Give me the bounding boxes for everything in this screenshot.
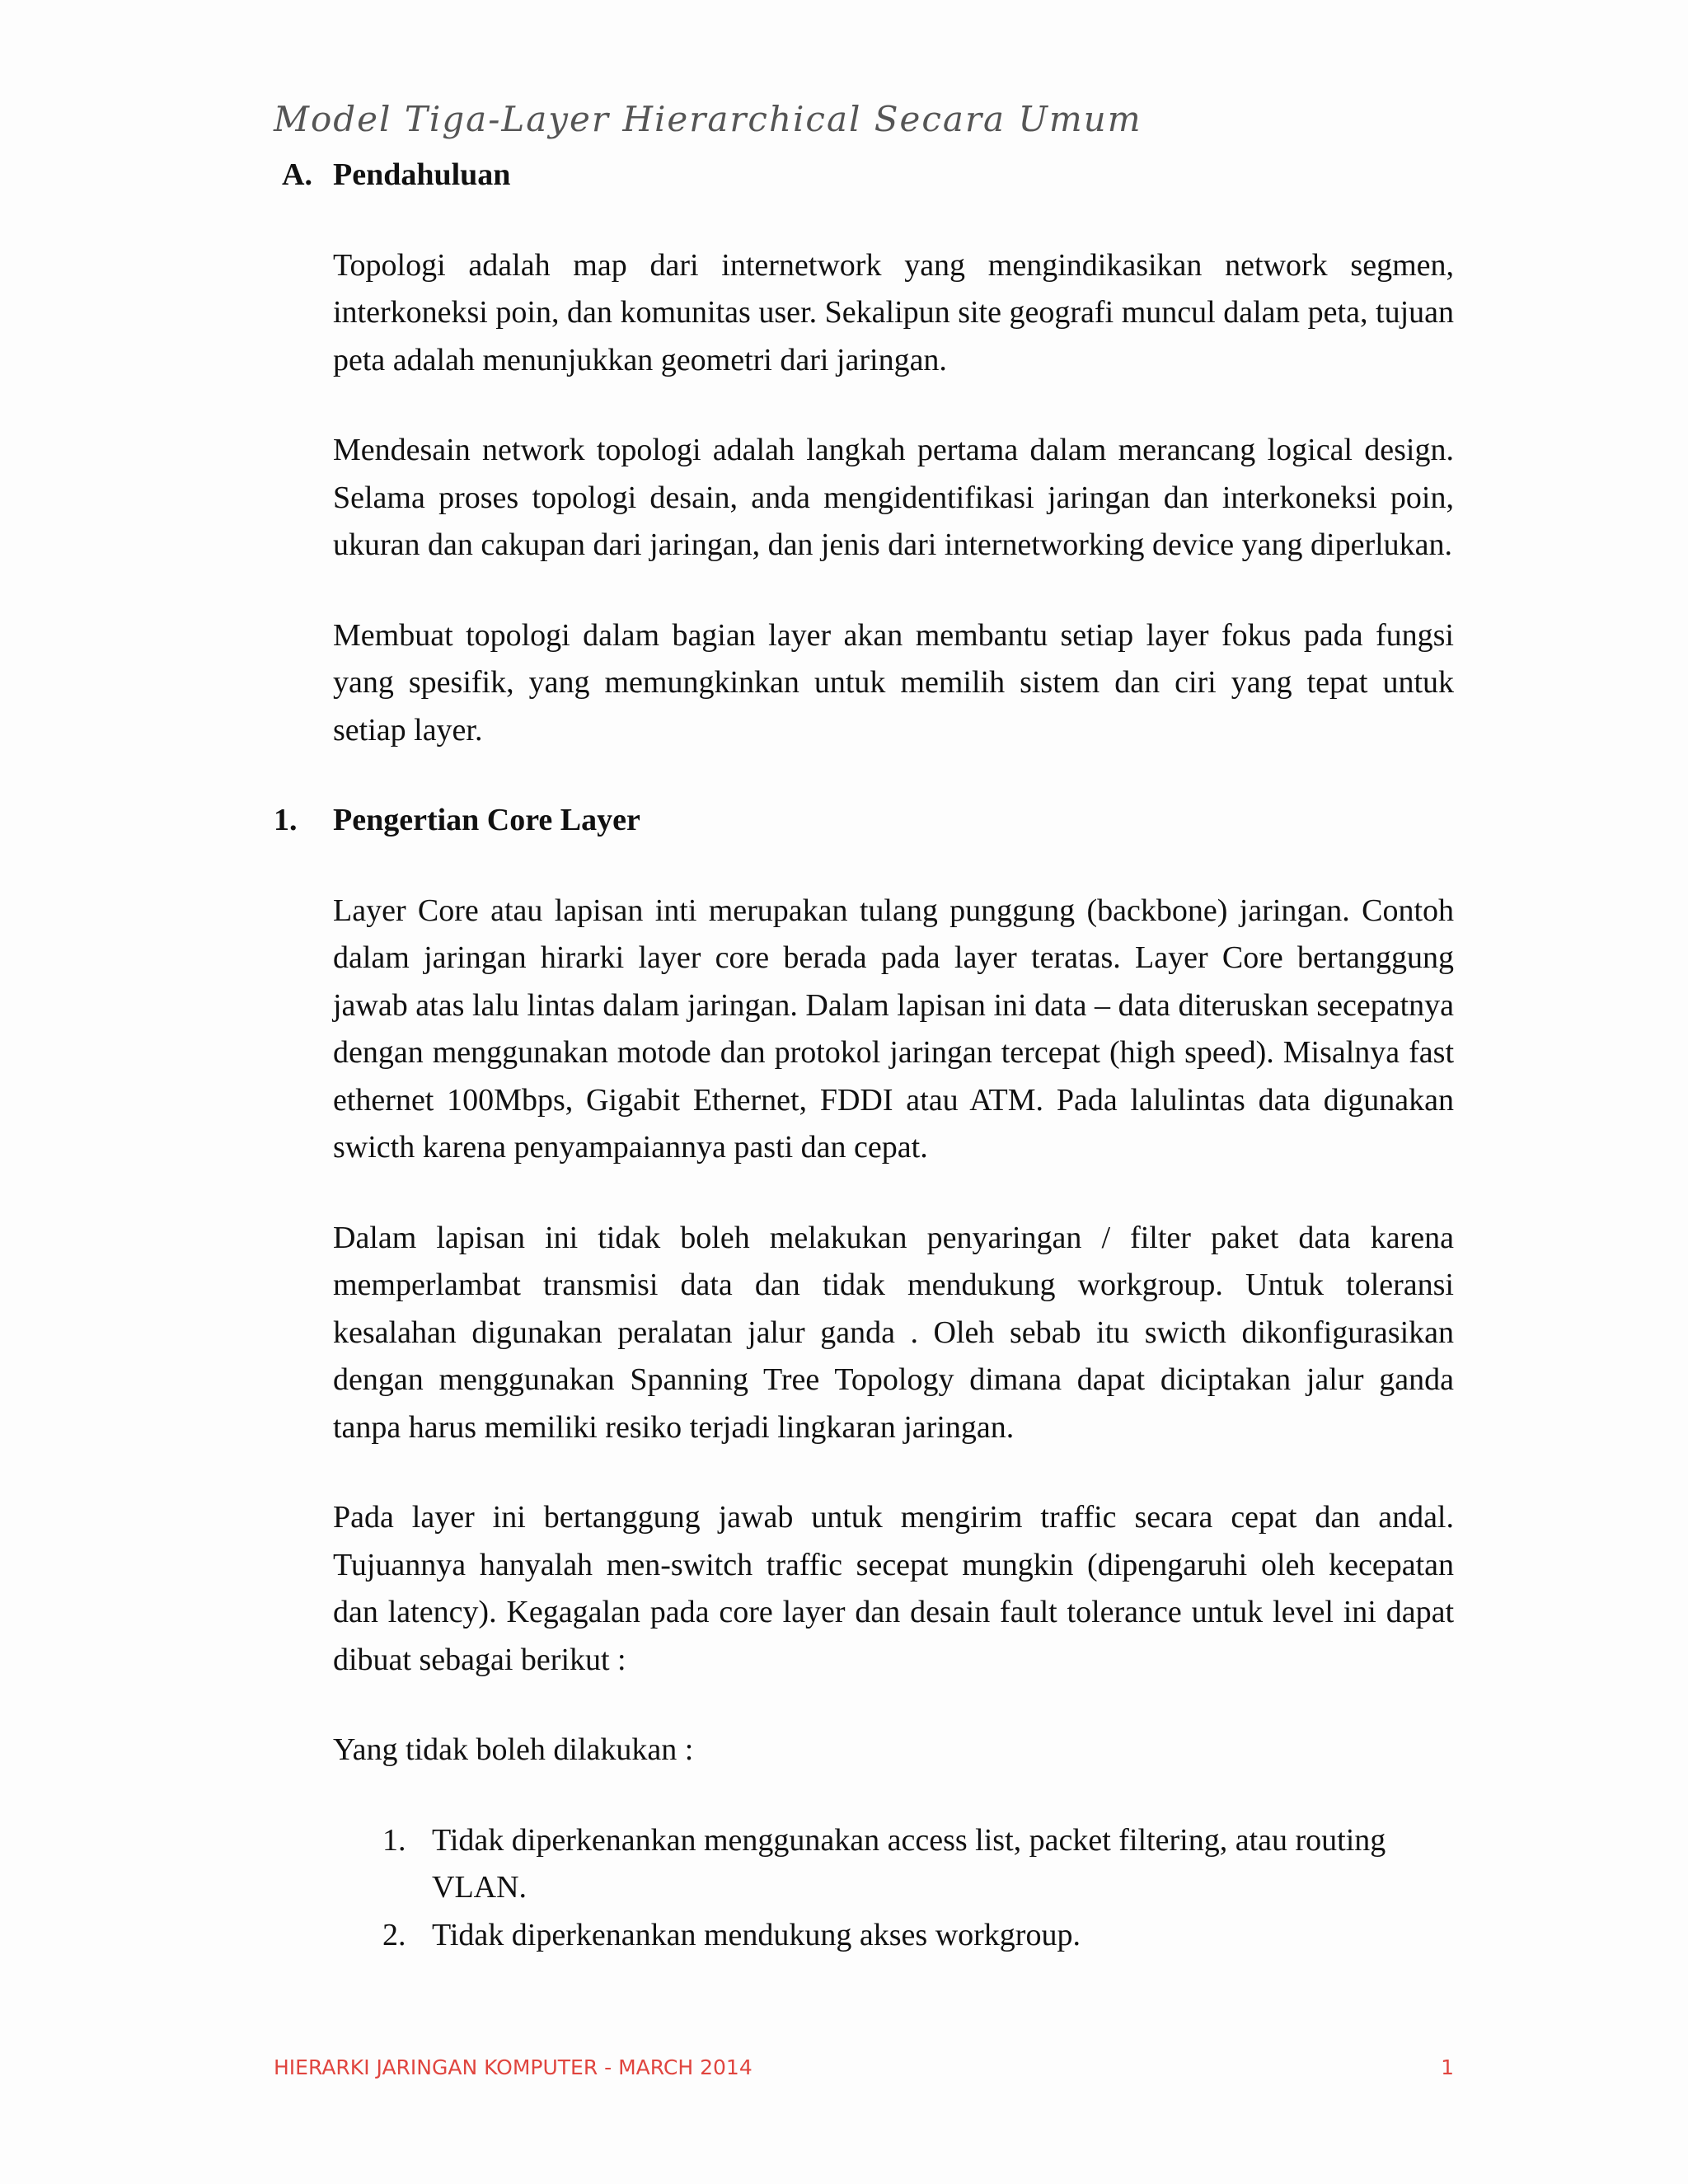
paragraph: Yang tidak boleh dilakukan :	[333, 1732, 694, 1767]
list-item-number: 2.	[382, 1917, 406, 1952]
page-footer	[274, 2055, 1454, 2079]
list-item	[333, 1912, 1454, 1960]
section-heading-pendahuluan	[274, 152, 1454, 199]
list-item-text: Tidak diperkenankan mendukung akses workgroup.	[432, 1917, 1081, 1952]
paragraph: Membuat topologi dalam bagian layer akan membantu setiap layer fokus pada fungsi yang spesifik, yang memungkinkan untuk memilih sistem dan ciri yang tepat untuk setiap layer.	[333, 617, 1454, 748]
list-item-number: 1.	[382, 1822, 406, 1858]
paragraph: Layer Core atau lapisan inti merupakan tulang punggung (backbone) jaringan. Contoh dalam jaringan hirarki layer core berada pada layer teratas. Layer Core bertanggung jawab atas lalu lintas dalam jaringan. Dalam lapisan ini data – data diteruskan secepatnya dengan menggunakan motode dan protokol jaringan tercepat (high speed). Misalnya fast ethernet 100Mbps, Gigabit Ethernet, FDDI atau ATM. Pada lalulintas data digunakan swicth karena penyampaiannya pasti dan cepat.	[333, 893, 1454, 1165]
page-number: 1	[1441, 2055, 1454, 2079]
list-item-text: Tidak diperkenankan menggunakan access list, packet filtering, atau routing VLAN.	[432, 1822, 1386, 1905]
paragraph: Dalam lapisan ini tidak boleh melakukan penyaringan / filter paket data karena memperlambat transmisi data dan tidak mendukung workgroup. Untuk toleransi kesalahan digunakan peralatan jalur ganda . Oleh sebab itu swicth dikonfigurasikan dengan menggunakan Spanning Tree Topology dimana dapat diciptakan jalur ganda tanpa harus memiliki resiko terjadi lingkaran jaringan.	[333, 1220, 1454, 1445]
paragraph: Topologi adalah map dari internetwork yang mengindikasikan network segmen, interkoneksi poin, dan komunitas user. Sekalipun site geografi muncul dalam peta, tujuan peta adalah menunjukkan geometri dari jaringan.	[333, 247, 1454, 377]
page-header-title: Model Tiga-Layer Hierarchical Secara Umum	[274, 99, 1142, 139]
document-body	[274, 152, 1454, 1959]
paragraph: Pada layer ini bertanggung jawab untuk mengirim traffic secara cepat dan andal. Tujuannya hanyalah men-switch traffic secepat mungkin (dipengaruhi oleh kecepatan dan latency). Kegagalan pada core layer dan desain fault tolerance untuk level ini dapat dibuat sebagai berikut :	[333, 1500, 1454, 1677]
section-number: 1.	[274, 803, 298, 837]
footer-text: HIERARKI JARINGAN KOMPUTER - MARCH 2014	[274, 2055, 753, 2079]
section-title: Pengertian Core Layer	[333, 803, 640, 837]
list-item	[333, 1817, 1454, 1912]
paragraph: Mendesain network topologi adalah langkah pertama dalam merancang logical design. Selama proses topologi desain, anda mengidentifikasi jaringan dan interkoneksi poin, ukuran dan cakupan dari jaringan, dan jenis dari internetworking device yang diperlukan.	[333, 433, 1454, 562]
restriction-list	[333, 1817, 1454, 1960]
section-number: A.	[282, 157, 312, 192]
section-heading-core-layer	[274, 797, 1454, 845]
section-title: Pendahuluan	[333, 157, 511, 192]
